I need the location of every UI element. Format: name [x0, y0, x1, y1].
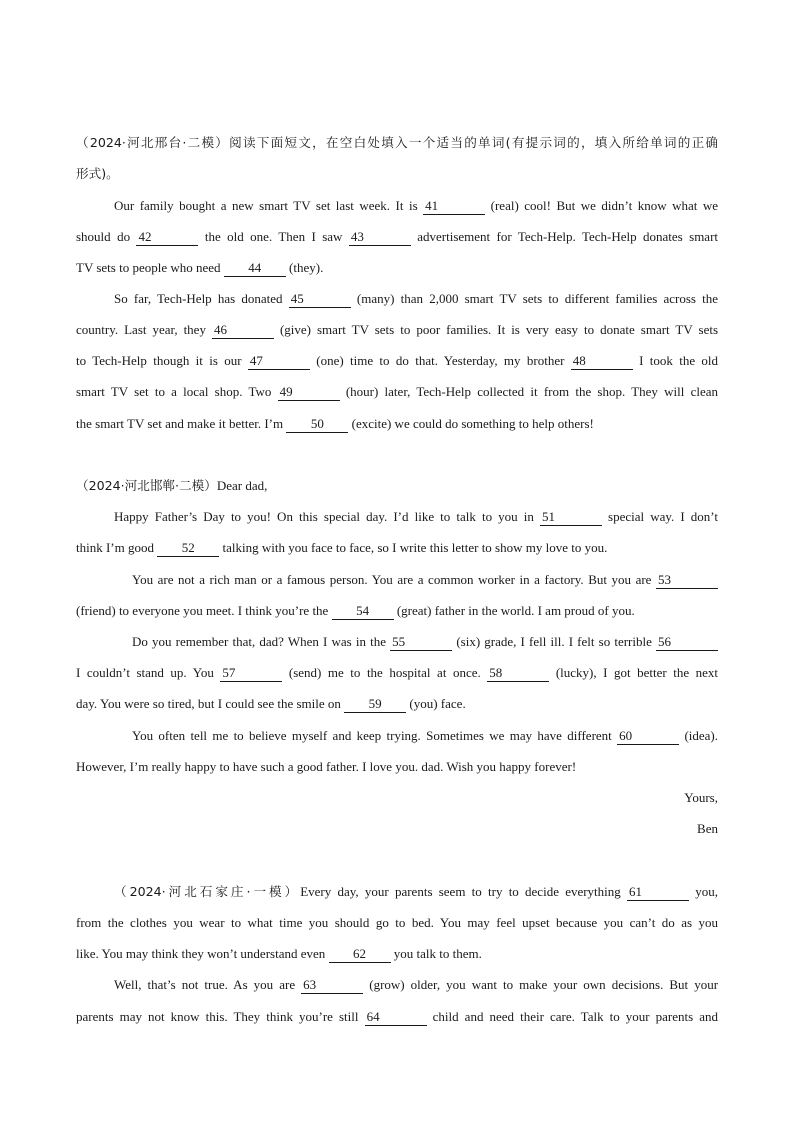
- text-run: from the clothes you wear to what time you should go to bed. You may feel upset because you can’t do as you: [76, 915, 718, 930]
- text-run: Well, that’s not true. As you are: [114, 977, 296, 992]
- text-run: So far, Tech-Help has donated: [114, 291, 283, 306]
- blank-49[interactable]: 49: [278, 384, 340, 401]
- blank-45[interactable]: 45: [289, 291, 351, 308]
- text-run: (friend) to everyone you meet. I think you’re the: [76, 603, 329, 618]
- s1-p2-line2: [76, 320, 718, 340]
- text-run: talking with you face to face, so I write this letter to show my love to you.: [222, 540, 608, 555]
- blank-50[interactable]: 50: [286, 416, 348, 433]
- blank-61[interactable]: 61: [627, 884, 689, 901]
- text-run: I couldn’t stand up. You: [76, 665, 214, 680]
- blank-60[interactable]: 60: [617, 728, 679, 745]
- s2-p1-line2: [76, 538, 718, 558]
- text-run: special way. I don’t: [608, 509, 719, 524]
- s2-p2-line2: [76, 601, 718, 621]
- text-run: (excite) we could do something to help others!: [351, 416, 594, 431]
- text-run: like. You may think they won’t understand even: [76, 946, 326, 961]
- s2-p2-line1: [76, 570, 718, 590]
- s3-p2-line2: [76, 1007, 718, 1027]
- blank-55[interactable]: 55: [390, 634, 452, 651]
- blank-52[interactable]: 52: [157, 540, 219, 557]
- text-run: TV sets to people who need: [76, 260, 221, 275]
- text-run: (real) cool! But we didn’t know what we: [490, 198, 719, 213]
- text-run: day. You were so tired, but I could see the smile on: [76, 696, 341, 711]
- blank-48[interactable]: 48: [571, 353, 633, 370]
- section3-header: （2024·河北石家庄·一模）: [114, 884, 301, 899]
- s1-p1-line3: [76, 258, 718, 278]
- text-run: Happy Father’s Day to you! On this special day. I’d like to talk to you in: [114, 509, 534, 524]
- blank-58[interactable]: 58: [487, 665, 549, 682]
- blank-64[interactable]: 64: [365, 1009, 427, 1026]
- text-run: (great) father in the world. I am proud of you.: [396, 603, 635, 618]
- blank-57[interactable]: 57: [220, 665, 282, 682]
- blank-53[interactable]: 53: [656, 572, 718, 589]
- section1-header: [76, 133, 718, 153]
- s3-p2-line1: [76, 975, 718, 995]
- text-run: (idea).: [684, 728, 719, 743]
- blank-47[interactable]: 47: [248, 353, 310, 370]
- blank-63[interactable]: 63: [301, 977, 363, 994]
- s2-p4-line1: [76, 726, 718, 746]
- section1-header-cont-text: 形式)。: [76, 166, 119, 181]
- blank-54[interactable]: 54: [332, 603, 394, 620]
- blank-44[interactable]: 44: [224, 260, 286, 277]
- text-run: However, I’m really happy to have such a good father. I love you. dad. Wish you happy forever!: [76, 759, 577, 774]
- text-run: parents may not know this. They think you’re still: [76, 1009, 359, 1024]
- text-run: Every day, your parents seem to try to decide everything: [300, 884, 621, 899]
- text-run: Do you remember that, dad? When I was in the: [132, 634, 386, 649]
- section1-header-cont: [76, 164, 718, 184]
- text-run: think I’m good: [76, 540, 154, 555]
- blank-43[interactable]: 43: [349, 229, 411, 246]
- text-run: you,: [695, 884, 719, 899]
- text-run: should do: [76, 229, 131, 244]
- text-run: (lucky), I got better the next: [555, 665, 719, 680]
- text-run: (hour) later, Tech-Help collected it from the shop. They will clean: [345, 384, 719, 399]
- text-run: (you) face.: [409, 696, 466, 711]
- text-run: (they).: [289, 260, 324, 275]
- text-run: child and need their care. Talk to your parents and: [432, 1009, 719, 1024]
- s3-p1-line2: [76, 913, 718, 933]
- s1-p2-line3: [76, 351, 718, 371]
- text-run: you talk to them.: [393, 946, 482, 961]
- s3-p1-line3: [76, 944, 718, 964]
- text-run: the old one. Then I saw: [204, 229, 343, 244]
- blank-56[interactable]: 56: [656, 634, 718, 651]
- text-run: You often tell me to believe myself and keep trying. Sometimes we may have different: [132, 728, 612, 743]
- s2-p3-line3: [76, 694, 718, 714]
- s1-p1-line1: [76, 196, 718, 216]
- s2-p1-line1: [76, 507, 718, 527]
- blank-62[interactable]: 62: [329, 946, 391, 963]
- text-run: (one) time to do that. Yesterday, my brother: [316, 353, 565, 368]
- s2-p4-line2: [76, 757, 718, 777]
- s1-p2-line1: [76, 289, 718, 309]
- s2-p3-line1: [76, 632, 718, 652]
- text-run: Our family bought a new smart TV set last week. It is: [114, 198, 418, 213]
- signature-text: Ben: [697, 821, 718, 836]
- text-run: You are not a rich man or a famous person. You are a common worker in a factory. But you are: [132, 572, 652, 587]
- blank-46[interactable]: 46: [212, 322, 274, 339]
- text-run: the smart TV set and make it better. I’m: [76, 416, 284, 431]
- text-run: (send) me to the hospital at once.: [288, 665, 481, 680]
- greeting: Dear dad,: [216, 478, 268, 493]
- blank-51[interactable]: 51: [540, 509, 602, 526]
- signature: [76, 819, 718, 839]
- blank-42[interactable]: 42: [136, 229, 198, 246]
- s2-p3-line2: [76, 663, 718, 683]
- text-run: (grow) older, you want to make your own decisions. But your: [369, 977, 719, 992]
- text-run: (many) than 2,000 smart TV sets to different families across the: [356, 291, 718, 306]
- closing-text: Yours,: [684, 790, 718, 805]
- s3-p1-line1: [76, 882, 718, 902]
- s1-p2-line4: [76, 382, 718, 402]
- text-run: country. Last year, they: [76, 322, 206, 337]
- section2-header: （2024·河北邯郸·二模）: [76, 478, 217, 493]
- s1-p1-line2: [76, 227, 718, 247]
- text-run: smart TV set to a local shop. Two: [76, 384, 272, 399]
- blank-41[interactable]: 41: [423, 198, 485, 215]
- section2-header-line: [76, 476, 718, 496]
- s1-p2-line5: [76, 414, 718, 434]
- text-run: advertisement for Tech-Help. Tech-Help donates smart: [417, 229, 719, 244]
- text-run: I took the old: [639, 353, 719, 368]
- text-run: (six) grade, I fell ill. I felt so terrible: [456, 634, 652, 649]
- closing: [76, 788, 718, 808]
- section1-header-text: （2024·河北邢台·二模）阅读下面短文，在空白处填入一个适当的单词(有提示词的，填入所给单词的正确: [76, 135, 718, 150]
- blank-59[interactable]: 59: [344, 696, 406, 713]
- text-run: (give) smart TV sets to poor families. It is very easy to donate smart TV sets: [279, 322, 719, 337]
- text-run: to Tech-Help though it is our: [76, 353, 242, 368]
